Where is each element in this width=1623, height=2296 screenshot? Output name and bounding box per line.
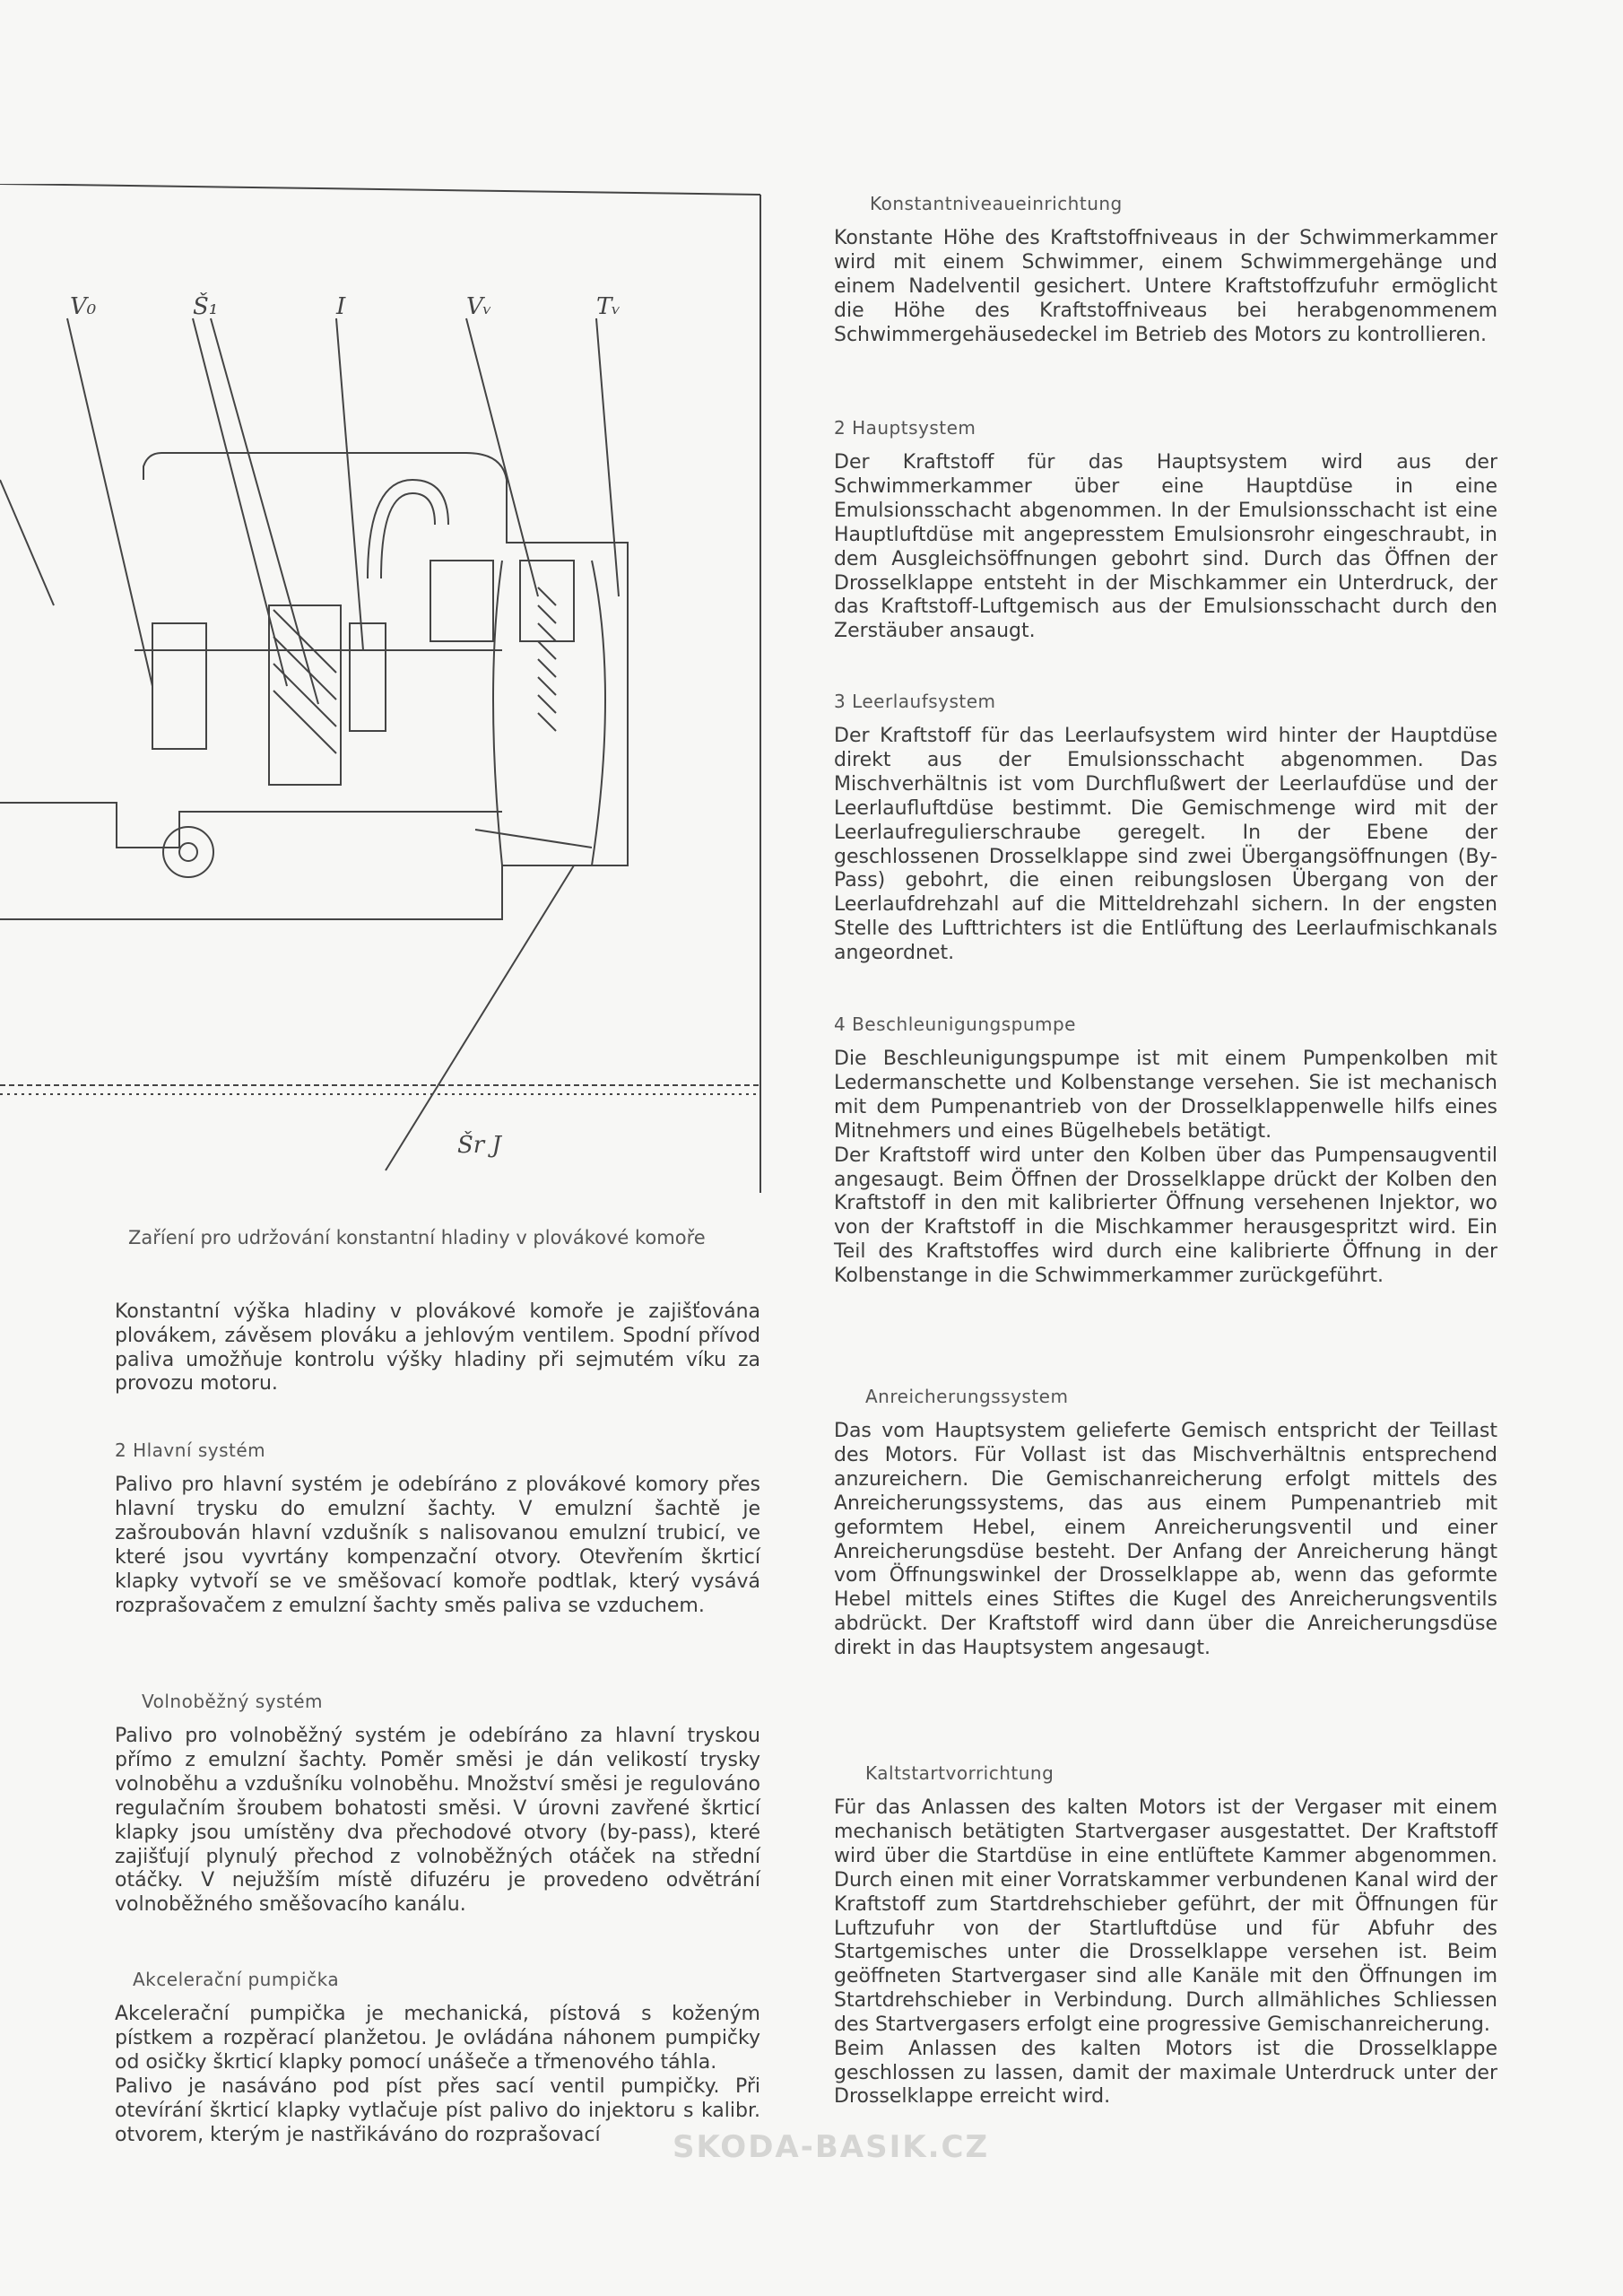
section-body: Konstantní výška hladiny v plovákové komoře je zajišťována plovákem, závěsem plováku a jehlovým ventilem. Spodní přívod paliva umožňuje kontrolu výšky hladiny při sejmutém víku za provozu motoru. — [115, 1300, 760, 1396]
section-body: Der Kraftstoff für das Hauptsystem wird aus der Schwimmerkammer über eine Hauptdüse in eine Emulsionsschacht abgenommen. In der Emulsionsschacht ist eine Hauptluftdüse mit angepresstem Emulsionsrohr eingeschraubt, in dem Ausgleichsöffnungen gebohrt sind. Durch das Öffnen der Drosselklappe entsteht in der Mischkammer ein Unterdruck, der das Kraftstoff-Luftgemisch aus der Emulsionsschacht durch den Zerstäuber ansaugt. — [834, 451, 1497, 643]
section-body: Akcelerační pumpička je mechanická, pístová s koženým pístkem a rozpěrací planžetou. Je ovládána náhonem pumpičky od osičky škrticí klapky pomocí unášeče a třmenového táhla. Palivo je nasáváno pod píst přes sací ventil pumpičky. Při otevírání škrticí klapky vytlačuje píst palivo do injektoru s kalibr. otvorem, kterým je nastřikáváno do rozprašovací — [115, 2003, 760, 2146]
figure-label-srj: Šr J — [457, 1132, 501, 1159]
right-section-4 — [834, 1013, 1497, 1289]
section-heading: Akcelerační pumpička — [133, 1969, 340, 1990]
section-body: Palivo pro volnoběžný systém je odebíráno za hlavní tryskou přímo z emulzní šachty. Poměr směsi je dán velikostí trysky volnoběhu a vzdušníku volnoběhu. Množství směsi je regulováno regulačním šroubem bohatosti směsi. V úrovni zavřené škrticí klapky jsou umístěny dva přechodové otvory (by-pass), které zajišťují plynulý přechod z volnoběžných otáček na střední otáčky. V nejužším místě difuzéru je provedeno odvětrání volnoběžného směšovacího kanálu. — [115, 1725, 760, 1917]
left-section-4 — [115, 1969, 760, 2147]
section-heading: 2 Hauptsystem — [834, 417, 976, 439]
section-body: Das vom Hauptsystem gelieferte Gemisch entspricht der Teillast des Motors. Für Vollast ist das Mischverhältnis entsprechend anzureichern. Die Gemischanreicherung erfolgt mittels des Anreicherungssystems, das aus einem Pumpenantrieb mit geformtem Hebel, einem Anreicherungsventil und einer Anreicherungsdüse besteht. Der Anfang der Anreicherung hängt vom Öffnungswinkel der Drosselklappe ab, wenn das geformte Hebel mittels eines Stiftes die Kugel des Anreicherungsventils abdrückt. Der Kraftstoff wird dann über die Anreicherungsdüse direkt in das Hauptsystem angesaugt. — [834, 1420, 1497, 1659]
figure-label-tv: Tᵥ — [596, 293, 621, 320]
section-body: Konstante Höhe des Kraftstoffniveaus in der Schwimmerkammer wird mit einem Schwimmer, einem Schwimmergehänge und einem Nadelventil gesichert. Untere Kraftstoffzufuhr ermöglicht die Höhe des Kraftstoffniveaus bei herabgenommenem Schwimmergehäusedeckel im Betrieb des Motors zu kontrollieren. — [834, 227, 1497, 346]
figure-label-s1: Š₁ — [193, 293, 219, 320]
right-section-6 — [834, 1762, 1497, 2109]
right-section-3 — [834, 691, 1497, 966]
section-body: Für das Anlassen des kalten Motors ist der Vergaser mit einem mechanisch betätigten Startvergaser ausgestattet. Der Kraftstoff wird über die Startdüse in eine entlüftete Kammer abgenommen. Durch einen mit einer Vorratskammer verbundenen Kanal wird der Kraftstoff zum Startdrehschieber geführt, der mit Öffnungen für Luftzufuhr von der Startluftdüse und für Abfuhr des Startgemisches unter die Drosselklappe versehen ist. Beim geöffneten Startvergaser sind alle Kanäle mit den Öffnungen im Startdrehschieber in Verbindung. Durch allmähliches Schliessen des Startvergasers erfolgt eine progressive Gemischanreicherung. Beim Anlassen des kalten Motors ist die Drosselklappe geschlossen zu lassen, damit der maximale Unterdruck unter der Drosselklappe erreicht wird. — [834, 1796, 1497, 2109]
left-section-1 — [115, 1300, 760, 1396]
section-heading: 3 Leerlaufsystem — [834, 691, 996, 712]
right-section-1 — [834, 193, 1497, 348]
section-heading: 2 Hlavní systém — [115, 1439, 266, 1461]
carburetor-cross-section-figure — [0, 184, 780, 1197]
section-heading: Kaltstartvorrichtung — [865, 1762, 1055, 1784]
section-body: Die Beschleunigungspumpe ist mit einem Pumpenkolben mit Ledermanschette und Kolbenstange versehen. Sie ist mechanisch mit dem Pumpenantrieb von der Drosselklappenwelle hilfs eines Mitnehmers und eines Bügelhebels betätigt. Der Kraftstoff wird unter den Kolben über das Pumpensaugventil angesaugt. Beim Öffnen der Drosselklappe drückt der Kolben den Kraftstoff in den mit kalibrierter Öffnung versehenen Injektor, wo von der Kraftstoff in die Mischkammer herausgespritzt wird. Ein Teil des Kraftstoffes wird durch eine kalibrierte Öffnung in der Kolbenstange in die Schwimmerkammer zurückgeführt. — [834, 1048, 1497, 1287]
section-heading: Anreicherungssystem — [865, 1386, 1069, 1407]
figure-label-vv: Vᵥ — [466, 293, 492, 320]
figure-label-vo: V₀ — [70, 293, 97, 320]
right-section-5 — [834, 1386, 1497, 1661]
section-heading: Volnoběžný systém — [142, 1691, 324, 1712]
left-section-3 — [115, 1691, 760, 1918]
left-section-2 — [115, 1439, 760, 1618]
watermark: SKODA-BASIK.CZ — [673, 2129, 990, 2165]
section-body: Palivo pro hlavní systém je odebíráno z plovákové komory přes hlavní trysku do emulzní šachty. V emulzní šachtě je zašroubován hlavní vzdušník s nalisovanou emulzní trubicí, ve které jsou vyvrtány kompenzační otvory. Otevřením škrticí klapky vytvoří se ve směšovací komoře podtlak, který vysává rozprašovačem z emulzní šachty směs paliva se vzduchem. — [115, 1474, 760, 1617]
figure-caption: Zaříení pro udržování konstantní hladiny v plovákové komoře — [128, 1227, 706, 1248]
figure-label-i: I — [336, 293, 346, 320]
section-body: Der Kraftstoff für das Leerlaufsystem wird hinter der Hauptdüse direkt aus der Emulsionsschacht abgenommen. Das Mischverhältnis ist vom Durchflußwert der Leerlaufdüse und der Leerlaufluftdüse bestimmt. Die Gemischmenge wird mit der Leerlaufregulierschraube geregelt. In der Ebene der geschlossenen Drosselklappe sind zwei Übergangsöffnungen (By-Pass) gebohrt, die einen reibungslosen Übergang von der Leerlaufdrehzahl auf die Mitteldrehzahl sichern. In der engsten Stelle des Lufttrichters ist die Entlüftung des Leerlaufmischkanals angeordnet. — [834, 725, 1497, 964]
right-section-2 — [834, 417, 1497, 644]
section-heading: Konstantniveaueinrichtung — [870, 193, 1123, 214]
section-heading: 4 Beschleunigungspumpe — [834, 1013, 1076, 1035]
